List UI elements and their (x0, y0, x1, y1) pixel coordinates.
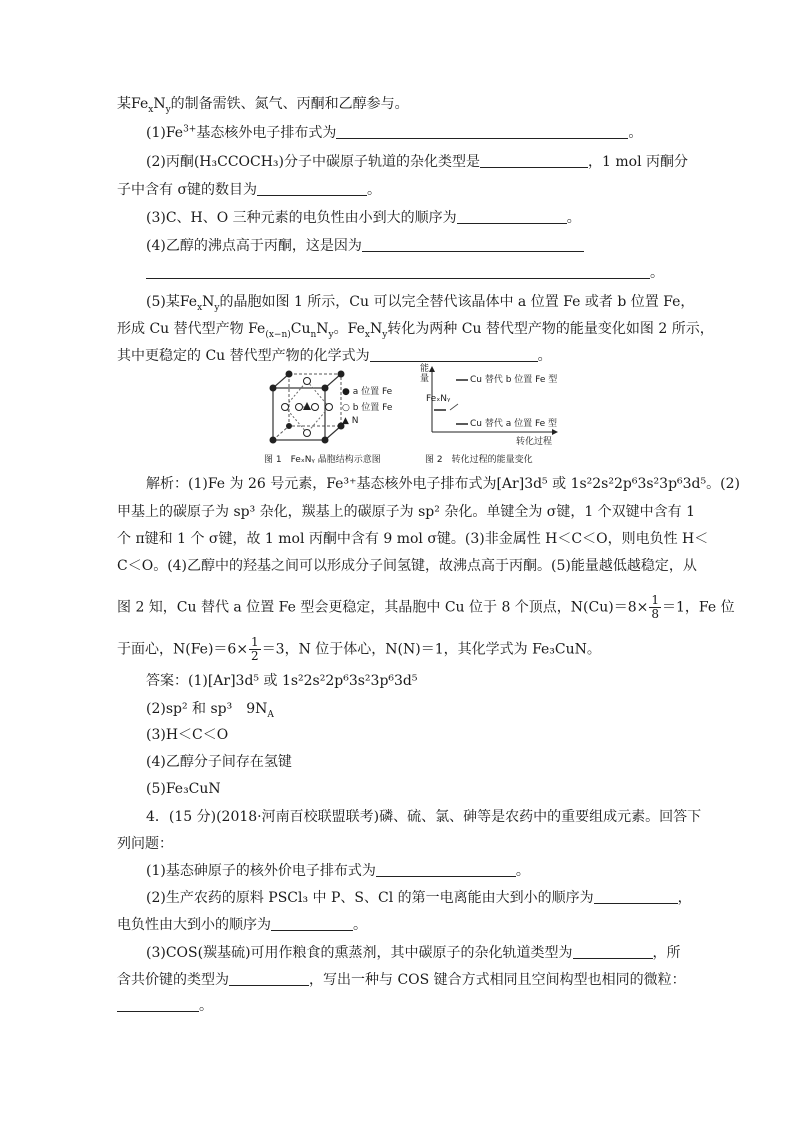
answer-blank[interactable] (573, 944, 653, 959)
problem-4-stem: 4．(15 分)(2018·河南百校联盟联考)磷、硫、氯、砷等是农药中的重要组成元素。回答下 (146, 809, 702, 825)
answer-1: 答案：(1)[Ar]3d⁵ 或 1s²2s²2p⁶3s²3p⁶3d⁵ (146, 673, 418, 689)
answer-blank[interactable] (146, 264, 650, 279)
legend-n: ▲ N (342, 416, 359, 426)
energy-axis-label: 能量 (420, 364, 430, 384)
analysis-line: 图 2 知，Cu 替代 a 位置 Fe 型会更稳定，其晶胞中 Cu 位于 8 个顶点，N(Cu)＝8× $\frac{1}{8}$ ＝1，Fe 位 (117, 593, 735, 621)
answer-5: (5)Fe₃CuN (146, 781, 221, 797)
answer-blank[interactable] (271, 916, 353, 931)
question-5-line-3: 其中更稳定的 Cu 替代型产物的化学式为 。 (117, 348, 552, 364)
problem-4-question-3-end: 。 (117, 997, 213, 1015)
legend-a-position-fe: ● a 位置 Fe (342, 387, 393, 397)
answer-blank[interactable] (229, 971, 309, 986)
question-5-line-2: 形成 Cu 替代型产物 $Fe_{(x-n)}Cu_nN_y$。$Fe_xN_y$转化为两种 Cu 替代型产物的能量变化如图 2 所示， (117, 321, 714, 340)
figure-1-caption: 图 1 FeₓNᵧ 晶胞结构示意图 (264, 455, 381, 465)
fraction-one-eighth: $\frac{1}{8}$ (651, 593, 659, 621)
answer-blank[interactable] (117, 997, 199, 1012)
answer-3: (3)H＜C＜O (146, 727, 229, 743)
answer-2: (2)sp² 和 sp³ $9N_A$ (146, 701, 274, 720)
analysis-line: 解析：(1)Fe 为 26 号元素，Fe³⁺基态核外电子排布式为[Ar]3d⁵ 或 1s²2s²2p⁶3s²3p⁶3d⁵。(2) (146, 476, 740, 492)
problem-4-question-3: (3)COS(羰基硫)可用作粮食的熏蒸剂，其中碳原子的杂化轨道类型为 ，所 (146, 945, 681, 961)
legend-b-position-fe: ○ b 位置 Fe (342, 403, 393, 413)
answer-blank[interactable] (480, 153, 588, 168)
process-axis-label: 转化过程 (516, 437, 553, 447)
answer-blank[interactable] (370, 347, 538, 362)
problem-4-question-2: (2)生产农药的原料 PSCl₃ 中 P、S、Cl 的第一电离能由大到小的顺序为 ， (146, 890, 692, 906)
problem-4-stem-continued: 列问题： (117, 836, 173, 852)
analysis-line: 个 π键和 1 个 σ键，故 1 mol 丙酮中含有 9 mol σ键。(3)非金属性 H＜C＜O，则电负性 H＜ (117, 531, 709, 547)
analysis-line: C＜O。(4)乙醇中的羟基之间可以形成分子间氢键，故沸点高于丙酮。(5)能量越低越稳定，从 (117, 558, 697, 574)
crystal-cell-diagram (267, 368, 352, 448)
question-5-line-1: (5)某$Fe_xN_y$的晶胞如图 1 所示，Cu 可以完全替代该晶体中 a 位置 Fe 或者 b 位置 Fe， (146, 294, 695, 313)
question-2-line-1: (2)丙酮(H₃CCOCH₃)分子中碳原子轨道的杂化类型是 ，1 mol 丙酮分 (146, 154, 689, 170)
problem-4-question-3-continued: 含共价键的类型为 ，写出一种与 COS 键合方式相同且空间构型也相同的微粒： (117, 972, 686, 988)
fraction-one-half: $\frac{1}{2}$ (251, 635, 259, 663)
figure-row (262, 364, 562, 464)
problem-4-question-1: (1)基态砷原子的核外价电子排布式为 。 (146, 863, 530, 879)
analysis-line: 甲基上的碳原子为 sp³ 杂化，羰基上的碳原子为 sp² 杂化。单键全为 σ键，1 个双键中含有 1 (117, 504, 696, 520)
question-1: $(1)Fe^{3+}$基态核外电子排布式为 。 (146, 124, 643, 141)
question-4: (4)乙醇的沸点高于丙酮，这是因为 (146, 237, 584, 255)
intro-line: 某$Fe_xN_y$的制备需铁、氮气、丙酮和乙醇参与。 (117, 96, 409, 115)
level-a-substitution: Cu 替代 a 位置 Fe 型 (470, 419, 558, 429)
answer-blank[interactable] (594, 889, 678, 904)
level-fexny: FeₓNᵧ (426, 394, 451, 404)
figure-2-caption: 图 2 转化过程的能量变化 (425, 455, 533, 465)
level-b-substitution: Cu 替代 b 位置 Fe 型 (470, 375, 558, 385)
answer-4: (4)乙醇分子间存在氢键 (146, 754, 292, 770)
question-2-line-2: 子中含有 σ键的数目为 。 (117, 182, 382, 198)
analysis-line: 于面心，N(Fe)＝6× $\frac{1}{2}$ ＝3，N 位于体心，N(N)＝1，其化学式为 Fe₃CuN。 (117, 635, 601, 663)
answer-blank[interactable] (362, 237, 584, 252)
problem-4-question-2-continued: 电负性由大到小的顺序为 。 (117, 917, 367, 933)
answer-blank[interactable] (376, 862, 516, 877)
answer-blank[interactable] (336, 124, 628, 139)
question-4-continuation: 。 (146, 264, 664, 282)
question-3: (3)C、H、O 三种元素的电负性由小到大的顺序为 。 (146, 210, 581, 226)
answer-blank[interactable] (457, 209, 567, 224)
answer-blank[interactable] (257, 181, 367, 196)
